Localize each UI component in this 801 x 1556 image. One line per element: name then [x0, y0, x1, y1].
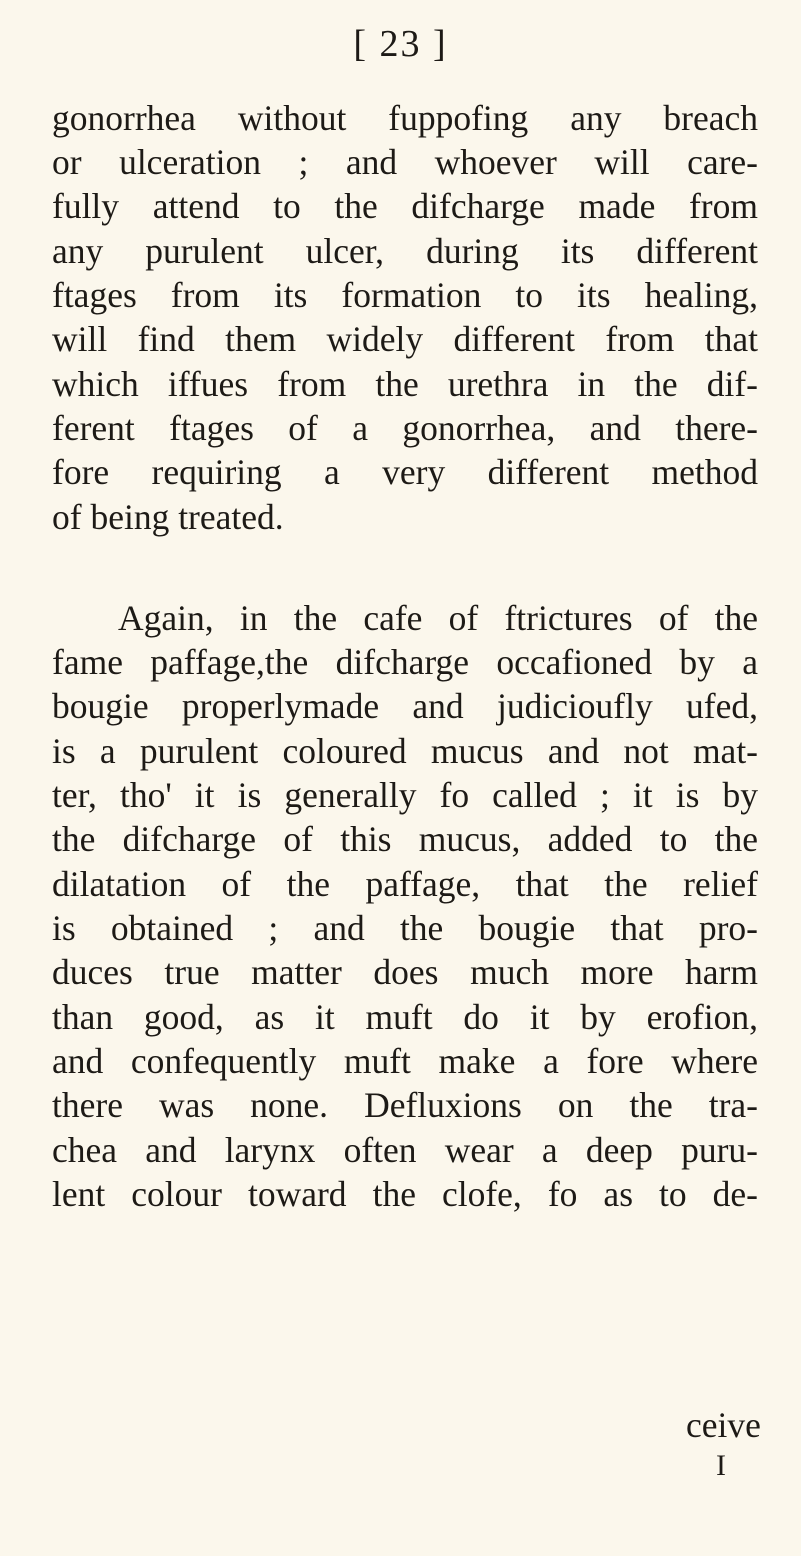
text-line: ftages from its formation to its healing, — [52, 275, 758, 315]
text-line: fully attend to the difcharge made from — [52, 186, 758, 226]
text-line: bougie properlymade and judicioufly ufed, — [52, 686, 758, 726]
text-line: which iffues from the urethra in the dif- — [52, 364, 758, 404]
text-line: ter, tho' it is generally fo called ; it is by — [52, 775, 758, 815]
text-line: or ulceration ; and whoever will care- — [52, 142, 758, 182]
text-line: the difcharge of this mucus, added to the — [52, 819, 758, 859]
text-line: and confequently muft make a fore where — [52, 1041, 758, 1081]
text-line: any purulent ulcer, during its different — [52, 231, 758, 271]
text-line: chea and larynx often wear a deep puru- — [52, 1130, 758, 1170]
text-line: is obtained ; and the bougie that pro- — [52, 908, 758, 948]
text-line: fore requiring a very different method — [52, 452, 758, 492]
text-line: ferent ftages of a gonorrhea, and there- — [52, 408, 758, 448]
text-line: dilatation of the paffage, that the relief — [52, 864, 758, 904]
text-line: duces true matter does much more harm — [52, 952, 758, 992]
catchword: ceive — [686, 1405, 761, 1445]
text-line: is a purulent coloured mucus and not mat- — [52, 731, 758, 771]
paragraph-opening-line: Again, in the cafe of ftrictures of the — [118, 598, 758, 638]
text-line: lent colour toward the clofe, fo as to de- — [52, 1174, 758, 1214]
page-number: [ 23 ] — [353, 23, 448, 65]
text-line: than good, as it muft do it by erofion, — [52, 997, 758, 1037]
text-line: fame paffage,the difcharge occafioned by a — [52, 642, 758, 682]
signature-mark: I — [716, 1449, 726, 1482]
text-line: of being treated. — [52, 497, 284, 537]
text-line: gonorrhea without fuppofing any breach — [52, 98, 758, 138]
text-line: will find them widely different from that — [52, 319, 758, 359]
text-line: there was none. Defluxions on the tra- — [52, 1085, 758, 1125]
